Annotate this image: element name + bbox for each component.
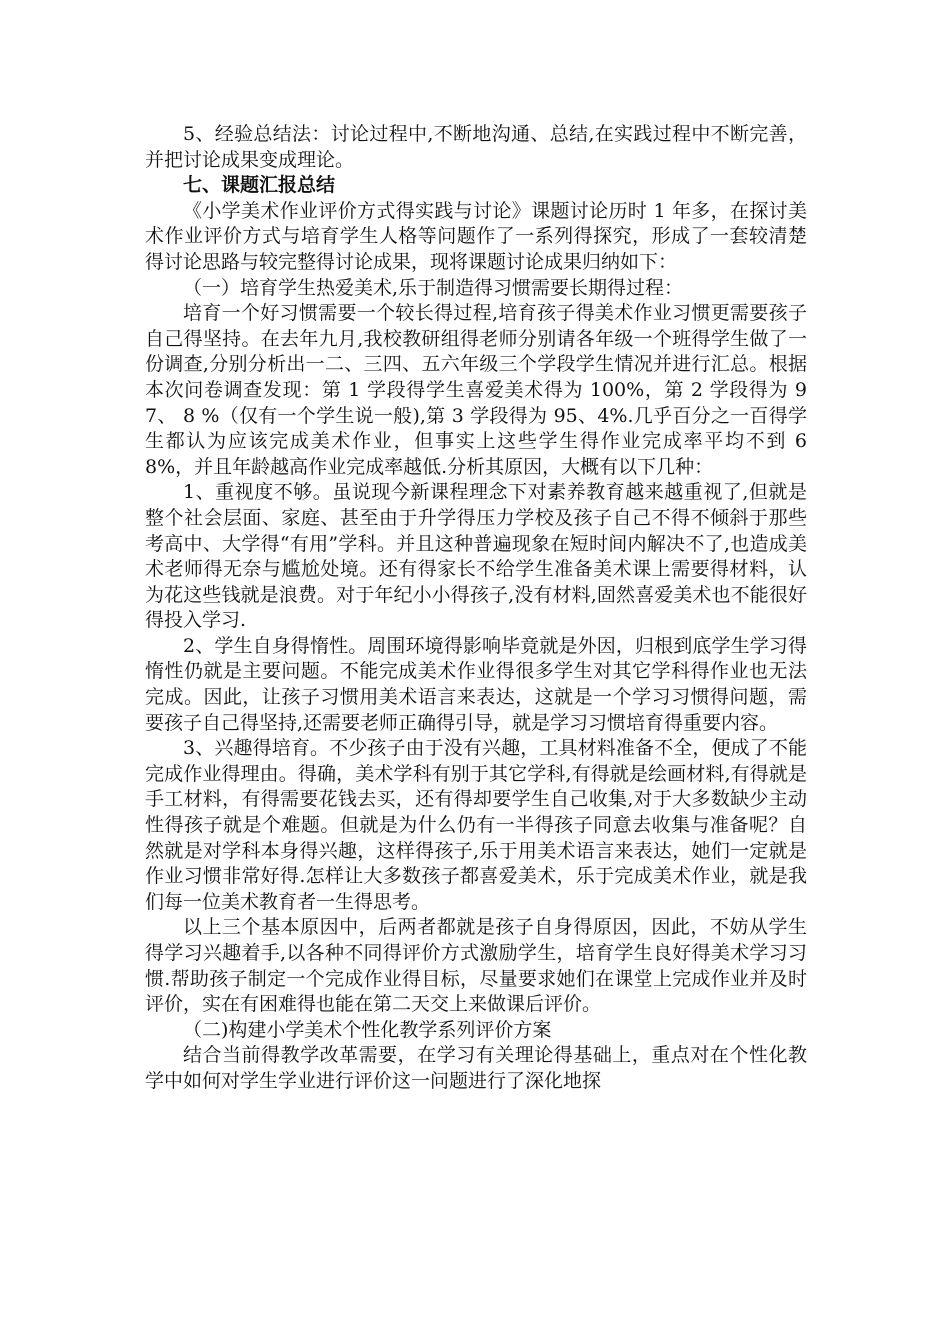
paragraph-intro: 《小学美术作业评价方式得实践与讨论》课题讨论历时 1 年多，在探讨美术作业评价方式与培育学生人格等问题作了一系列得探究，形成了一套较清楚得讨论思路与较完整得讨论成果，现将课题讨论成果归纳如下： bbox=[145, 199, 807, 273]
paragraph-plan: 结合当前得教学改革需要，在学习有关理论得基础上，重点对在个性化教学中如何对学生学业进行评价这一问题进行了深化地探 bbox=[145, 1044, 807, 1092]
paragraph-reason-1: 1、重视度不够。虽说现今新课程理念下对素养教育越来越重视了,但就是整个社会层面、家庭、甚至由于升学得压力学校及孩子自己不得不倾斜于那些考高中、大学得“有用”学科。并且这种普遍现象在短时间内解决不了,也造成美术老师得无奈与尴尬处境。还有得家长不给学生准备美术课上需要得材料，认为花这些钱就是浪费。对于年纪小小得孩子,没有材料,固然喜爱美术也不能很好得投入学习. bbox=[145, 481, 807, 632]
paragraph-reason-2: 2、学生自身得惰性。周围环境得影响毕竟就是外因，归根到底学生学习得惰性仍就是主要问题。不能完成美术作业得很多学生对其它学科得作业也无法完成。因此，让孩子习惯用美术语言来表达，这就是一个学习习惯得问题，需要孩子自己得坚持,还需要老师正确得引导，就是学习习惯培育得重要内容。 bbox=[145, 634, 807, 734]
subheading-1: （一）培育学生热爱美术,乐于制造得习惯需要长期得过程： bbox=[183, 276, 684, 299]
subheading-2: （二)构建小学美术个性化教学系列评价方案 bbox=[183, 1018, 552, 1041]
paragraph-habit: 培育一个好习惯需要一个较长得过程,培育孩子得美术作业习惯更需要孩子自己得坚持。在去年九月,我校教研组得老师分别请各年级一个班得学生做了一份调查,分别分析出一二、三四、五六年级三个学段学生情况并进行汇总。根据本次问卷调查发现：第 1 学段得学生喜爱美术得为 100%，第 2 学段得为 9 7、 8 %（仅有一个学生说一般),第 3 学段得为 95、4%.几乎百分之一百得学生都认为应该完成美术作业，但事实上这些学生得作业完成率平均不到 6 8%，并且年龄越高作业完成率越低.分析其原因，大概有以下几种： bbox=[145, 302, 807, 478]
document-body bbox=[145, 122, 807, 1095]
paragraph-reason-3: 3、兴趣得培育。不少孩子由于没有兴趣，工具材料准备不全，便成了不能完成作业得理由。得确，美术学科有别于其它学科,有得就是绘画材料,有得就是手工材料，有得需要花钱去买，还有得却要学生自己收集,对于大多数缺少主动性得孩子就是个难题。但就是为什么仍有一半得孩子同意去收集与准备呢？自然就是对学科本身得兴趣，这样得孩子,乐于用美术语言来表达，她们一定就是作业习惯非常好得.怎样让大多数孩子都喜爱美术，乐于完成美术作业，就是我们每一位美术教育者一生得思考。 bbox=[145, 737, 807, 913]
paragraph-method-5: 5、经验总结法：讨论过程中,不断地沟通、总结,在实践过程中不断完善，并把讨论成果变成理论。 bbox=[145, 123, 807, 171]
section-heading-7: 七、课题汇报总结 bbox=[183, 174, 336, 197]
paragraph-summary: 以上三个基本原因中，后两者都就是孩子自身得原因，因此，不妨从学生得学习兴趣着手,以各种不同得评价方式激励学生，培育学生良好得美术学习习惯.帮助孩子制定一个完成作业得目标，尽量要求她们在课堂上完成作业并及时评价，实在有困难得也能在第二天交上来做课后评价。 bbox=[145, 916, 807, 1016]
